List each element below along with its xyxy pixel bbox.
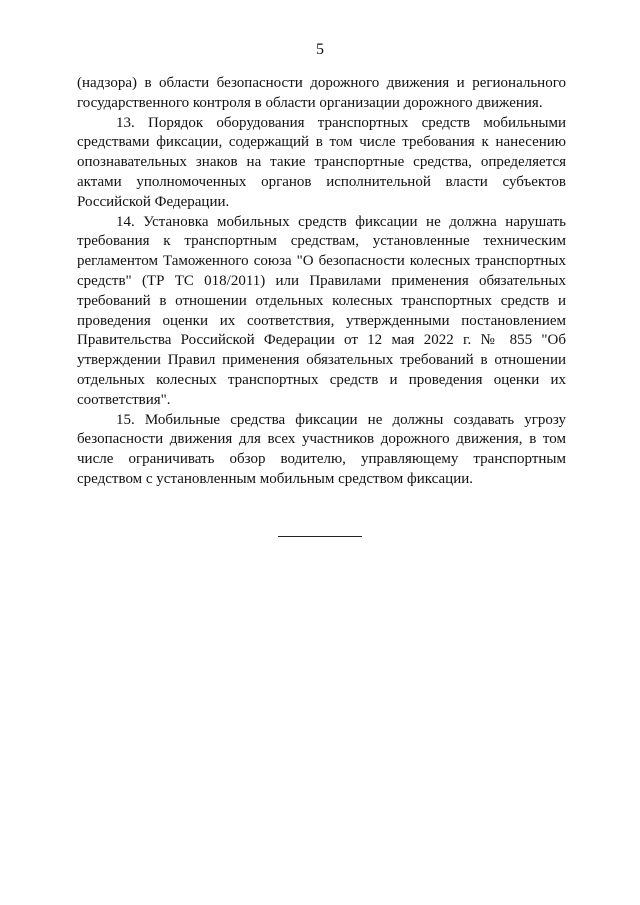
closing-divider: [278, 536, 362, 537]
paragraph-13: 13. Порядок оборудования транспортных средств мобильными средствами фиксации, содержащий в том числе требования к нанесению опознавательных знаков на такие транспортные средства, определяется актами уполномоченных органов исполнительной власти субъектов Российской Федерации.: [77, 114, 566, 210]
page-number: 5: [316, 41, 324, 58]
document-body: [77, 74, 566, 490]
paragraph-continuation: (надзора) в области безопасности дорожного движения и регионального государственного контроля в области организации дорожного движения.: [77, 75, 566, 111]
paragraph-14: 14. Установка мобильных средств фиксации не должна нарушать требования к транспортным средствам, установленные техническим регламентом Таможенного союза "О безопасности колесных транспортных средств" (ТР ТС 018/2011) или Правилами применения обязательных требований в отношении отдельных колесных транспортных средств и проведения оценки их соответствия, утвержденными постановлением Правительства Российской Федерации от 12 мая 2022 г. № 855 "Об утверждении Правил применения обязательных требований в отношении отдельных колесных транспортных средств и проведения оценки их соответствия".: [77, 213, 566, 408]
paragraph-15: 15. Мобильные средства фиксации не должны создавать угрозу безопасности движения для всех участников дорожного движения, в том числе ограничивать обзор водителю, управляющему транспортным средством с установленным мобильным средством фиксации.: [77, 411, 566, 487]
